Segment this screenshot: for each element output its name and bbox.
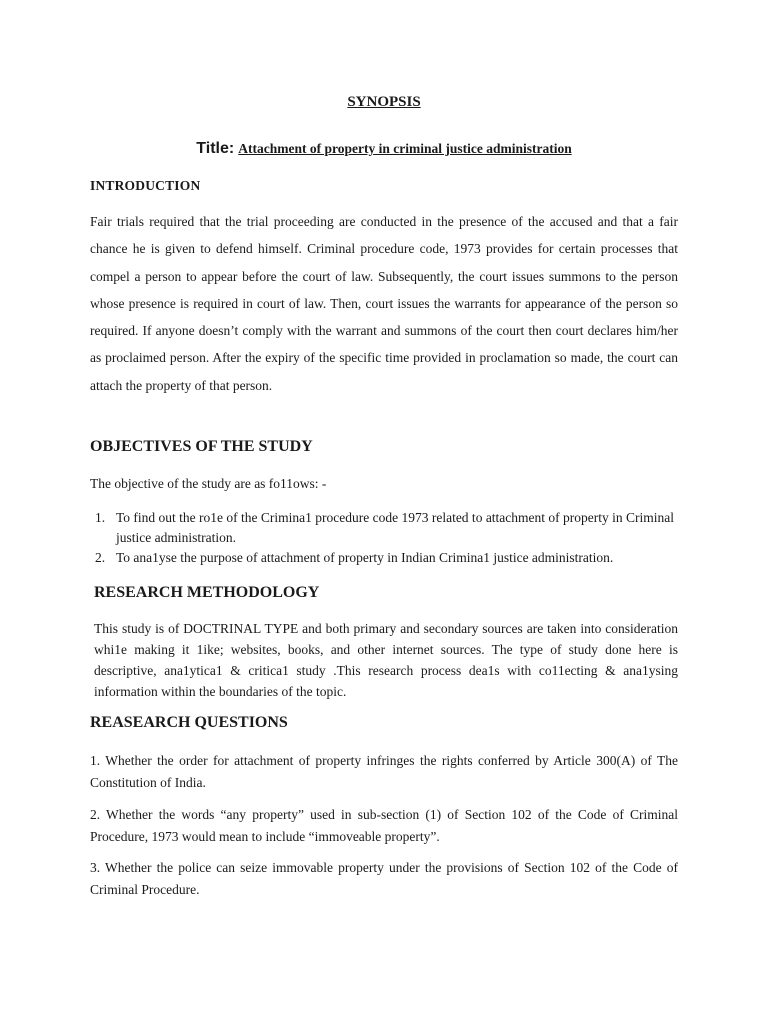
objectives-intro: The objective of the study are as fo11ows: - — [90, 476, 327, 491]
objectives-heading: OBJECTIVES OF THE STUDY — [90, 438, 313, 455]
list-item-text: To ana1yse the purpose of attachment of property in Indian Crimina1 justice administration. — [116, 550, 614, 565]
document-heading: SYNOPSIS — [347, 94, 421, 110]
list-item-number: 1. — [95, 510, 106, 525]
research-question-2: 2. Whether the words “any property” used in sub-section (1) of Section 102 of the Code of Criminal Procedure, 1973 would mean to include “immoveable property”. — [90, 807, 678, 844]
questions-heading: REASEARCH QUESTIONS — [90, 714, 288, 731]
research-question-3: 3. Whether the police can seize immovable property under the provisions of Section 102 of the Code of Criminal Procedure. — [90, 860, 678, 897]
list-item-text: To find out the ro1e of the Crimina1 procedure code 1973 related to attachment of property in Criminal justice administration. — [116, 510, 675, 545]
introduction-heading: INTRODUCTION — [90, 178, 201, 193]
title-label: Title: — [196, 140, 235, 157]
list-item — [90, 548, 680, 568]
research-question-1: 1. Whether the order for attachment of property infringes the rights conferred by Article 300(A) of The Constitution of India. — [90, 753, 678, 790]
methodology-heading: RESEARCH METHODOLOGY — [94, 584, 320, 601]
methodology-paragraph: This study is of DOCTRINAL TYPE and both primary and secondary sources are taken into consideration whi1e making it 1ike; websites, books, and other internet sources. The type of study done here is descriptive, ana1ytica1 & critica1 study .This research process dea1s with co11ecting & ana1ysing information within the boundaries of the topic. — [94, 621, 678, 699]
title-text: Attachment of property in criminal justice administration — [238, 141, 572, 156]
objectives-list — [90, 508, 680, 568]
list-item — [90, 508, 680, 548]
title-line — [0, 140, 768, 158]
introduction-paragraph: Fair trials required that the trial proceeding are conducted in the presence of the accused and that a fair chance he is given to defend himself. Criminal procedure code, 1973 provides for certain processes that compel a person to appear before the court of law. Subsequently, the court issues summons to the person whose presence is required in court of law. Then, court issues the warrants for appearance of the person so required. If anyone doesn’t comply with the warrant and summons of the court then court declares him/her as proclaimed person. After the expiry of the specific time provided in proclamation so made, the court can attach the property of that person. — [90, 214, 678, 393]
list-item-number: 2. — [95, 550, 106, 565]
